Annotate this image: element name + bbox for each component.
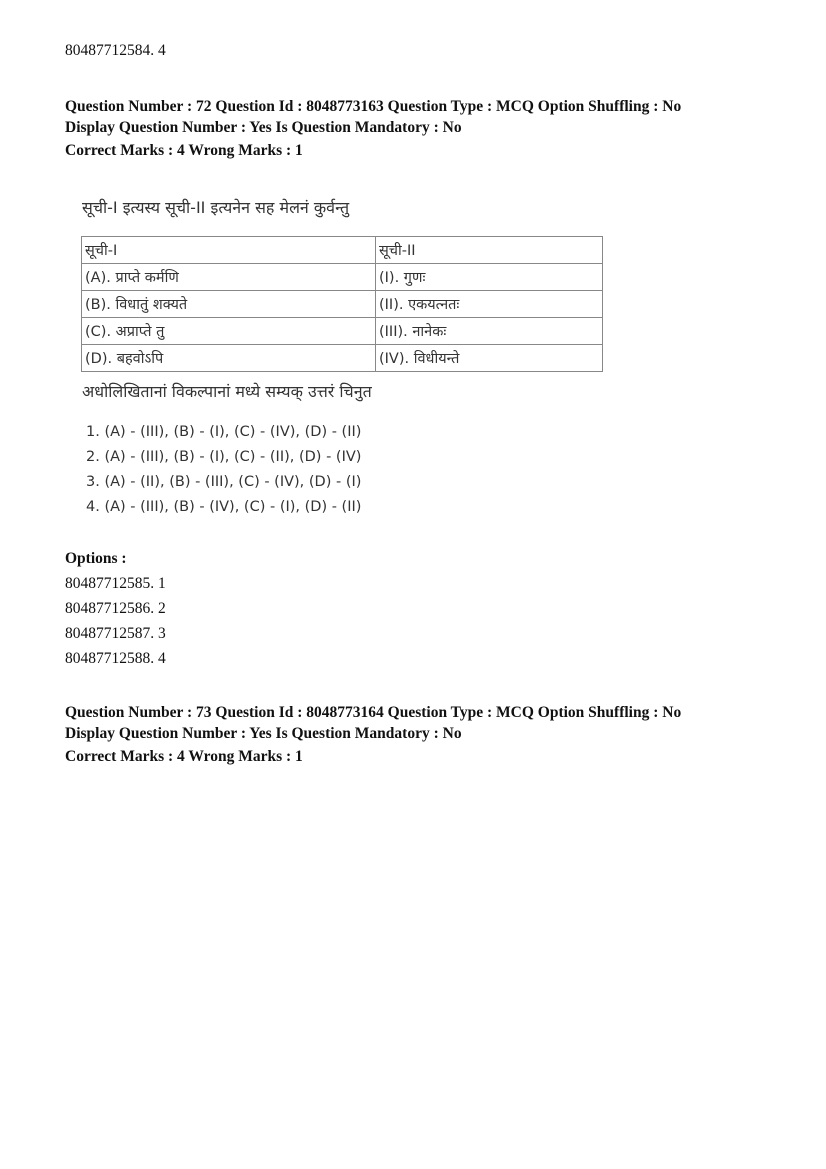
question-marks-line: Correct Marks : 4 Wrong Marks : 1 (65, 748, 303, 765)
table-cell: (I). गुणः (376, 264, 603, 291)
question-meta-line-1: Question Number : 72 Question Id : 8048773163 Question Type : MCQ Option Shuffling : No (65, 98, 682, 115)
answer-choice: 1. (A) - (III), (B) - (I), (C) - (IV), (D) - (II) (86, 424, 362, 440)
option-id-list (65, 574, 166, 674)
table-row (82, 264, 603, 291)
table-cell: (B). विधातुं शक्यते (82, 291, 376, 318)
answer-choice: 2. (A) - (III), (B) - (I), (C) - (II), (D) - (IV) (86, 449, 362, 465)
table-header-cell: सूची-II (376, 237, 603, 264)
previous-option-id: 80487712584. 4 (65, 42, 166, 59)
question-meta-line-1: Question Number : 73 Question Id : 8048773164 Question Type : MCQ Option Shuffling : No (65, 704, 682, 721)
table-header-row (82, 237, 603, 264)
table-row (82, 345, 603, 372)
match-instruction: सूची-I इत्यस्य सूची-II इत्यनेन सह मेलनं कुर्वन्तु (82, 198, 350, 217)
option-id: 80487712587. 3 (65, 625, 166, 642)
question-meta-line-2: Display Question Number : Yes Is Question Mandatory : No (65, 119, 462, 136)
answer-choice: 4. (A) - (III), (B) - (IV), (C) - (I), (D) - (II) (86, 499, 362, 515)
question-meta-line-2: Display Question Number : Yes Is Question Mandatory : No (65, 725, 462, 742)
table-row (82, 318, 603, 345)
table-cell: (III). नानेकः (376, 318, 603, 345)
table-cell: (A). प्राप्ते कर्मणि (82, 264, 376, 291)
question-text: अधोलिखितानां विकल्पानां मध्ये सम्यक् उत्तरं चिनुत (82, 382, 372, 401)
option-id: 80487712585. 1 (65, 575, 166, 592)
table-cell: (C). अप्राप्ते तु (82, 318, 376, 345)
table-header-cell: सूची-I (82, 237, 376, 264)
answer-choices (86, 424, 361, 524)
table-cell: (II). एकयत्नतः (376, 291, 603, 318)
question-72-meta (65, 96, 681, 161)
question-marks-line: Correct Marks : 4 Wrong Marks : 1 (65, 142, 303, 159)
answer-choice: 3. (A) - (II), (B) - (III), (C) - (IV), (D) - (I) (86, 474, 362, 490)
table-cell: (D). बहवोऽपि (82, 345, 376, 372)
options-heading: Options : (65, 550, 127, 567)
match-table (81, 236, 603, 372)
question-73-meta (65, 702, 681, 767)
option-id: 80487712588. 4 (65, 650, 166, 667)
option-id: 80487712586. 2 (65, 600, 166, 617)
table-cell: (IV). विधीयन्ते (376, 345, 603, 372)
table-row (82, 291, 603, 318)
